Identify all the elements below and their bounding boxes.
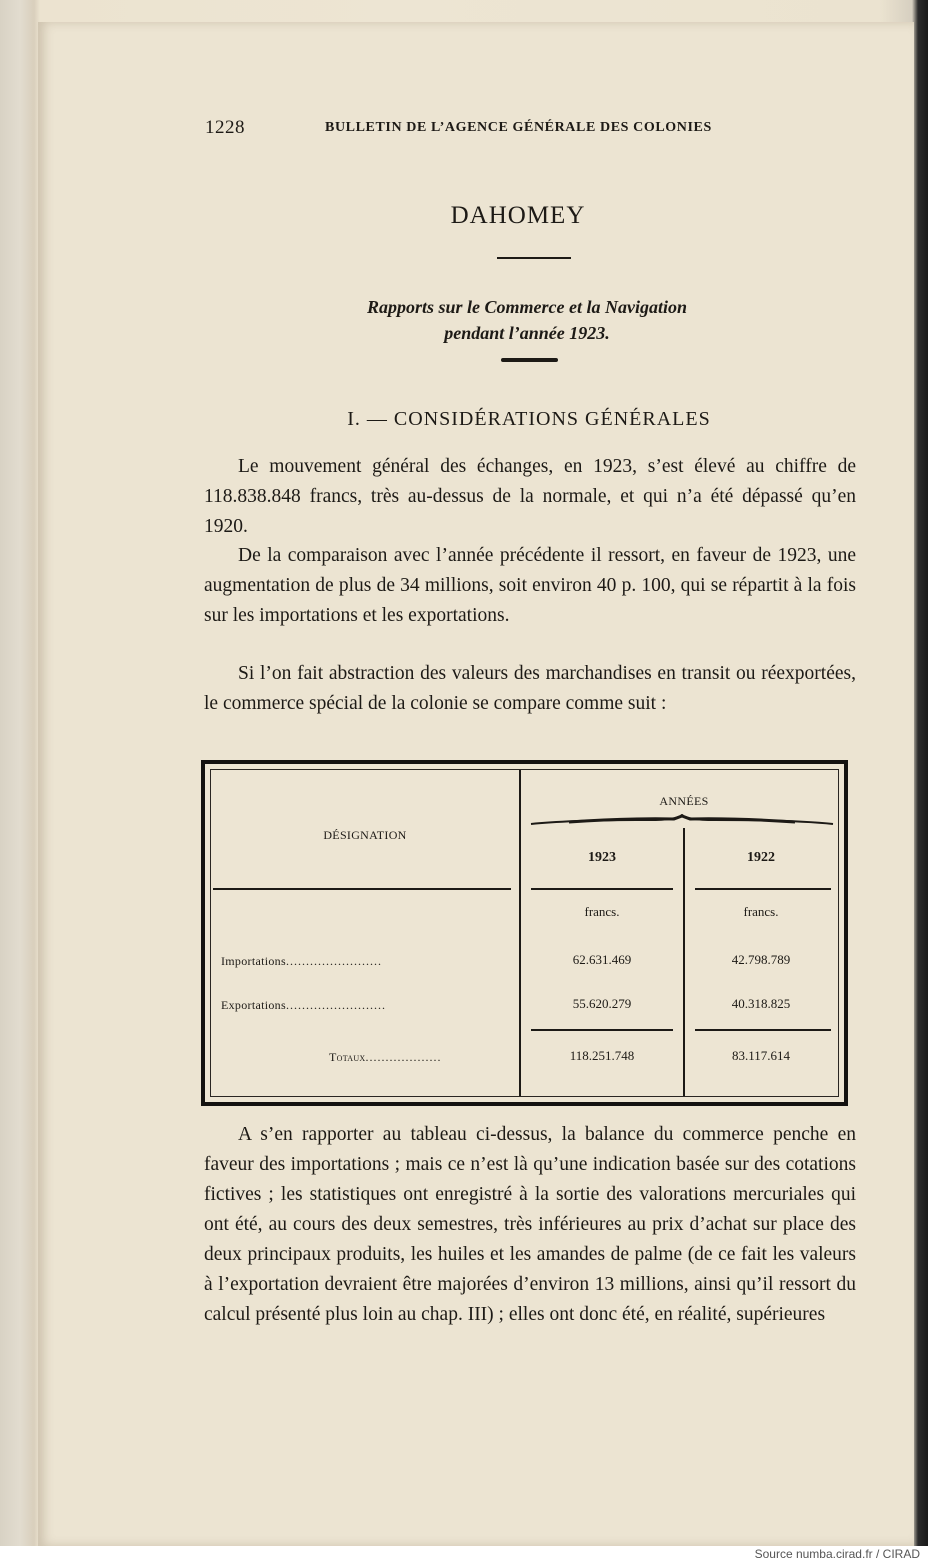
subtitle-line-2: pendant l’année 1923. xyxy=(444,323,610,343)
year-1923-header: 1923 xyxy=(588,850,616,865)
table-header-rule-left xyxy=(213,888,511,890)
year-1922-header: 1922 xyxy=(747,850,775,865)
row-label-totaux xyxy=(329,1050,442,1065)
value-importations-1923: 62.631.469 xyxy=(572,952,632,967)
article-title: DAHOMEY xyxy=(450,202,586,229)
table-total-rule-1922 xyxy=(695,1029,831,1031)
paragraph-4-text: A s’en rapporter au tableau ci-dessus, la balance du commerce penche en faveur des importations ; mais ce n’est là qu’une indication basée sur des cotations fictives ; les statistiques ont enregistré à la sortie des valorations mercuriales qui ont été, au cours des deux semestres, très inférieures au prix d’achat sur place des deux principaux produits, les huiles et les amandes de palme (de ce fait les valeurs à l’exportation devraient être majorées d’environ 13 millions, ainsi qu’il ressort du calcul présenté plus loin au chap. III) ; elles ont donc été, en réalité, supérieures xyxy=(204,1124,856,1325)
value-total-1923: 118.251.748 xyxy=(569,1048,635,1063)
row-label-importations-text: Importations xyxy=(221,954,286,968)
row-leaders-importations: ........................ xyxy=(285,954,382,968)
table-header-rule-1923 xyxy=(531,888,673,890)
value-importations-1922: 42.798.789 xyxy=(731,952,791,967)
subtitle-line-1: Rapports sur le Commerce et la Navigation xyxy=(366,297,687,317)
row-label-exportations-text: Exportations xyxy=(221,998,286,1012)
years-header: ANNÉES xyxy=(659,794,709,808)
unit-1923: francs. xyxy=(584,904,620,919)
value-total-1922: 83.117.614 xyxy=(731,1048,791,1063)
paragraph-3-text: Si l’on fait abstraction des valeurs des marchandises en transit ou réexportées, le commerce spécial de la colonie se compare comme suit : xyxy=(204,663,856,714)
row-label-importations xyxy=(221,954,382,969)
paragraph-4 xyxy=(204,1120,856,1330)
row-label-exportations xyxy=(221,998,386,1013)
paragraph-1-text: Le mouvement général des échanges, en 1923, s’est élevé au chiffre de 118.838.848 francs, très au-dessus de la normale, et qui n’a été dépassé qu’en 1920. xyxy=(204,456,856,537)
subtitle-rule xyxy=(501,358,558,362)
trade-table xyxy=(201,760,848,1106)
paragraph-2-text: De la comparaison avec l’année précédente il ressort, en faveur de 1923, une augmentation de plus de 34 millions, soit environ 40 p. 100, qui se répartit à la fois sur les importations et les exportations. xyxy=(204,545,856,626)
value-exportations-1922: 40.318.825 xyxy=(731,996,791,1011)
section-heading: I. — CONSIDÉRATIONS GÉNÉRALES xyxy=(347,408,711,430)
title-rule xyxy=(497,257,571,259)
paragraph-3 xyxy=(204,659,856,719)
running-title: BULLETIN DE L’AGENCE GÉNÉRALE DES COLONIES xyxy=(325,120,712,135)
trade-table-inner xyxy=(210,769,839,1097)
value-exportations-1923: 55.620.279 xyxy=(572,996,632,1011)
row-leaders-exportations: ......................... xyxy=(285,998,386,1012)
article-subtitle xyxy=(240,294,814,346)
years-brace xyxy=(529,814,835,830)
paragraph-1 xyxy=(204,452,856,542)
page-number: 1228 xyxy=(205,117,245,138)
unit-1922: francs. xyxy=(743,904,779,919)
paragraph-2 xyxy=(204,541,856,631)
source-credit: Source numba.cirad.fr / CIRAD xyxy=(754,1547,920,1561)
designation-header: DÉSIGNATION xyxy=(323,828,407,842)
row-label-totaux-text: Totaux xyxy=(329,1050,366,1064)
table-header-rule-1922 xyxy=(695,888,831,890)
row-leaders-totaux: ................... xyxy=(365,1050,442,1064)
table-total-rule-1923 xyxy=(531,1029,673,1031)
